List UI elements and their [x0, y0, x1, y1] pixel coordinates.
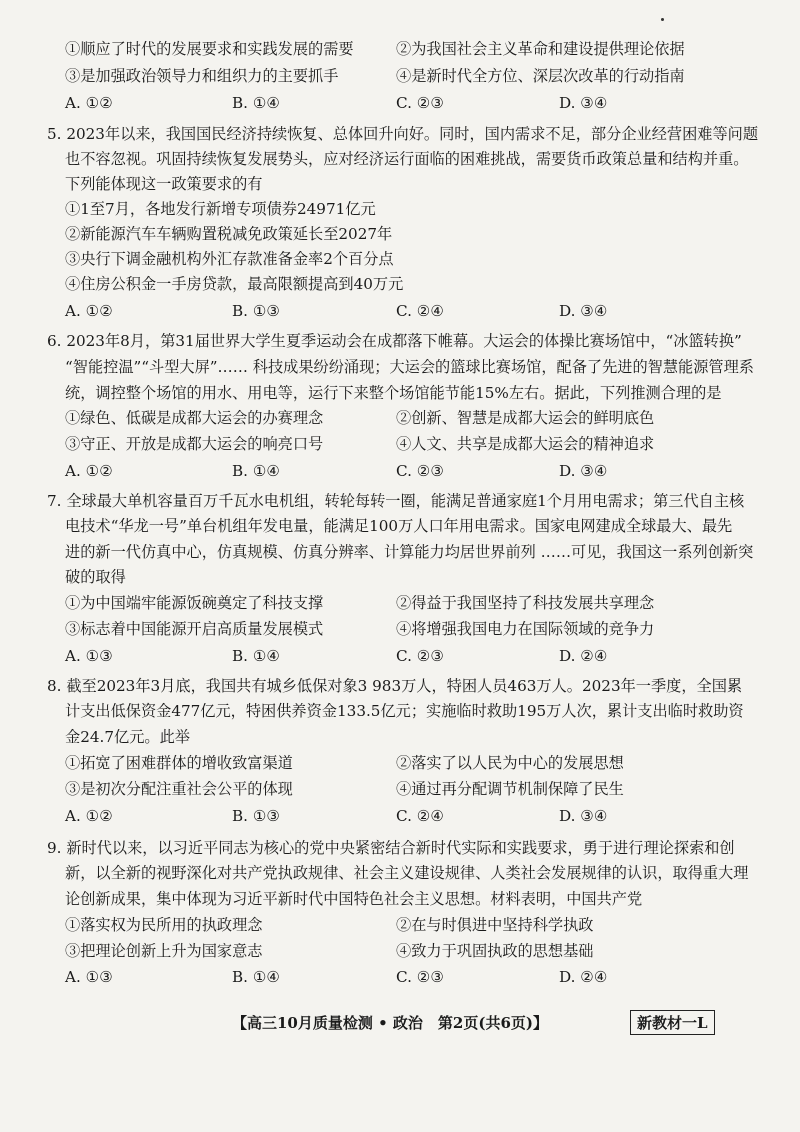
q8-stem-line-2: 计支出低保资金477亿元，特困供养资金133.5亿元；实施临时救助195万人次，累计支出临时救助资: [65, 702, 744, 720]
q9-choice-c: C. ②③: [396, 968, 444, 986]
scan-dot: [661, 18, 664, 21]
q5-stem-line-2: 也不容忽视。巩固持续恢复发展势头，应对经济运行面临的困难挑战，需要货币政策总量和结构并重。: [65, 150, 749, 168]
q9-option-3: ③把理论创新上升为国家意志: [65, 942, 263, 960]
q9-choice-b: B. ①④: [232, 968, 281, 986]
q5-option-3: ③央行下调金融机构外汇存款准备金率2个百分点: [65, 250, 394, 268]
q5-stem-line-3: 下列能体现这一政策要求的有: [65, 175, 263, 193]
q6-stem-line-3: 统，调控整个场馆的用水、用电等，运行下来整个场馆能节能15%左右。据此，下列推测合理的是: [65, 384, 722, 402]
q8-choice-c: C. ②④: [396, 807, 444, 825]
q6-option-1: ①绿色、低碳是成都大运会的办赛理念: [65, 409, 324, 427]
q4-choice-b: B. ①④: [232, 94, 281, 112]
footer-edition-tag: 新教材一L: [630, 1010, 715, 1035]
q9-choice-d: D. ②④: [559, 968, 608, 986]
q7-choice-d: D. ②④: [559, 647, 608, 665]
q6-choice-c: C. ②③: [396, 462, 444, 480]
q8-stem-line-3: 金24.7亿元。此举: [65, 728, 190, 746]
q5-option-4: ④住房公积金一手房贷款，最高限额提高到40万元: [65, 275, 404, 293]
q7-option-4: ④将增强我国电力在国际领域的竞争力: [396, 620, 655, 638]
q6-option-2: ②创新、智慧是成都大运会的鲜明底色: [396, 409, 655, 427]
footer-exam-info: 【高三10月质量检测 • 政治 第2页(共6页)】: [232, 1014, 548, 1032]
q5-choice-b: B. ①③: [232, 302, 281, 320]
q5-stem-line-1: 5. 2023年以来，我国国民经济持续恢复、总体回升向好。同时，国内需求不足，部分企业经营困难等问题: [47, 125, 759, 143]
q9-option-1: ①落实权为民所用的执政理念: [65, 916, 263, 934]
q5-choice-d: D. ③④: [559, 302, 608, 320]
q6-choice-b: B. ①④: [232, 462, 281, 480]
q8-option-2: ②落实了以人民为中心的发展思想: [396, 754, 624, 772]
q7-choice-a: A. ①③: [65, 647, 113, 665]
q4-option-1: ①顺应了时代的发展要求和实践发展的需要: [65, 40, 354, 58]
q7-choice-b: B. ①④: [232, 647, 281, 665]
q4-choice-c: C. ②③: [396, 94, 444, 112]
q9-stem-line-2: 新，以全新的视野深化对共产党执政规律、社会主义建设规律、人类社会发展规律的认识，取得重大理: [65, 864, 749, 882]
q9-option-2: ②在与时俱进中坚持科学执政: [396, 916, 594, 934]
q6-option-3: ③守正、开放是成都大运会的响亮口号: [65, 435, 324, 453]
q4-choice-d: D. ③④: [559, 94, 608, 112]
q5-option-1: ①1至7月，各地发行新增专项债券24971亿元: [65, 200, 376, 218]
q7-choice-c: C. ②③: [396, 647, 444, 665]
q7-option-3: ③标志着中国能源开启高质量发展模式: [65, 620, 324, 638]
q9-choice-a: A. ①③: [65, 968, 113, 986]
q8-option-3: ③是初次分配注重社会公平的体现: [65, 780, 293, 798]
q4-choice-a: A. ①②: [65, 94, 113, 112]
q7-stem-line-4: 破的取得: [65, 568, 126, 586]
q4-option-4: ④是新时代全方位、深层次改革的行动指南: [396, 67, 685, 85]
q7-option-1: ①为中国端牢能源饭碗奠定了科技支撑: [65, 594, 324, 612]
q4-option-2: ②为我国社会主义革命和建设提供理论依据: [396, 40, 685, 58]
q5-option-2: ②新能源汽车车辆购置税减免政策延长至2027年: [65, 225, 393, 243]
page-footer: [0, 1012, 800, 1038]
q7-stem-line-1: 7. 全球最大单机容量百万千瓦水电机组，转轮每转一圈，能满足普通家庭1个月用电需求；第三代自主核: [47, 492, 745, 510]
q7-stem-line-2: 电技术“华龙一号”单台机组年发电量，能满足100万人口年用电需求。国家电网建成全球最大、最先: [65, 517, 733, 535]
q7-option-2: ②得益于我国坚持了科技发展共享理念: [396, 594, 655, 612]
q8-choice-b: B. ①③: [232, 807, 281, 825]
q6-stem-line-2: “智能控温”“斗型大屏”…… 科技成果纷纷涌现；大运会的篮球比赛场馆，配备了先进的智慧能源管理系: [65, 358, 754, 376]
q5-choice-a: A. ①②: [65, 302, 113, 320]
q9-stem-line-3: 论创新成果，集中体现为习近平新时代中国特色社会主义思想。材料表明，中国共产党: [65, 890, 643, 908]
q9-stem-line-1: 9. 新时代以来，以习近平同志为核心的党中央紧密结合新时代实际和实践要求，勇于进行理论探索和创: [47, 839, 735, 857]
q6-choice-d: D. ③④: [559, 462, 608, 480]
q4-option-3: ③是加强政治领导力和组织力的主要抓手: [65, 67, 339, 85]
q6-option-4: ④人文、共享是成都大运会的精神追求: [396, 435, 655, 453]
q8-option-4: ④通过再分配调节机制保障了民生: [396, 780, 624, 798]
q7-stem-line-3: 进的新一代仿真中心，仿真规模、仿真分辨率、计算能力均居世界前列 ……可见，我国这一系列创新突: [65, 543, 754, 561]
q8-stem-line-1: 8. 截至2023年3月底，我国共有城乡低保对象3 983万人，特困人员463万人。2023年一季度，全国累: [47, 677, 743, 695]
q5-choice-c: C. ②④: [396, 302, 444, 320]
q9-option-4: ④致力于巩固执政的思想基础: [396, 942, 594, 960]
q6-stem-line-1: 6. 2023年8月，第31届世界大学生夏季运动会在成都落下帷幕。大运会的体操比赛场馆中，“冰篮转换”: [47, 332, 742, 350]
q8-option-1: ①拓宽了困难群体的增收致富渠道: [65, 754, 293, 772]
q8-choice-a: A. ①②: [65, 807, 113, 825]
q6-choice-a: A. ①②: [65, 462, 113, 480]
q8-choice-d: D. ③④: [559, 807, 608, 825]
